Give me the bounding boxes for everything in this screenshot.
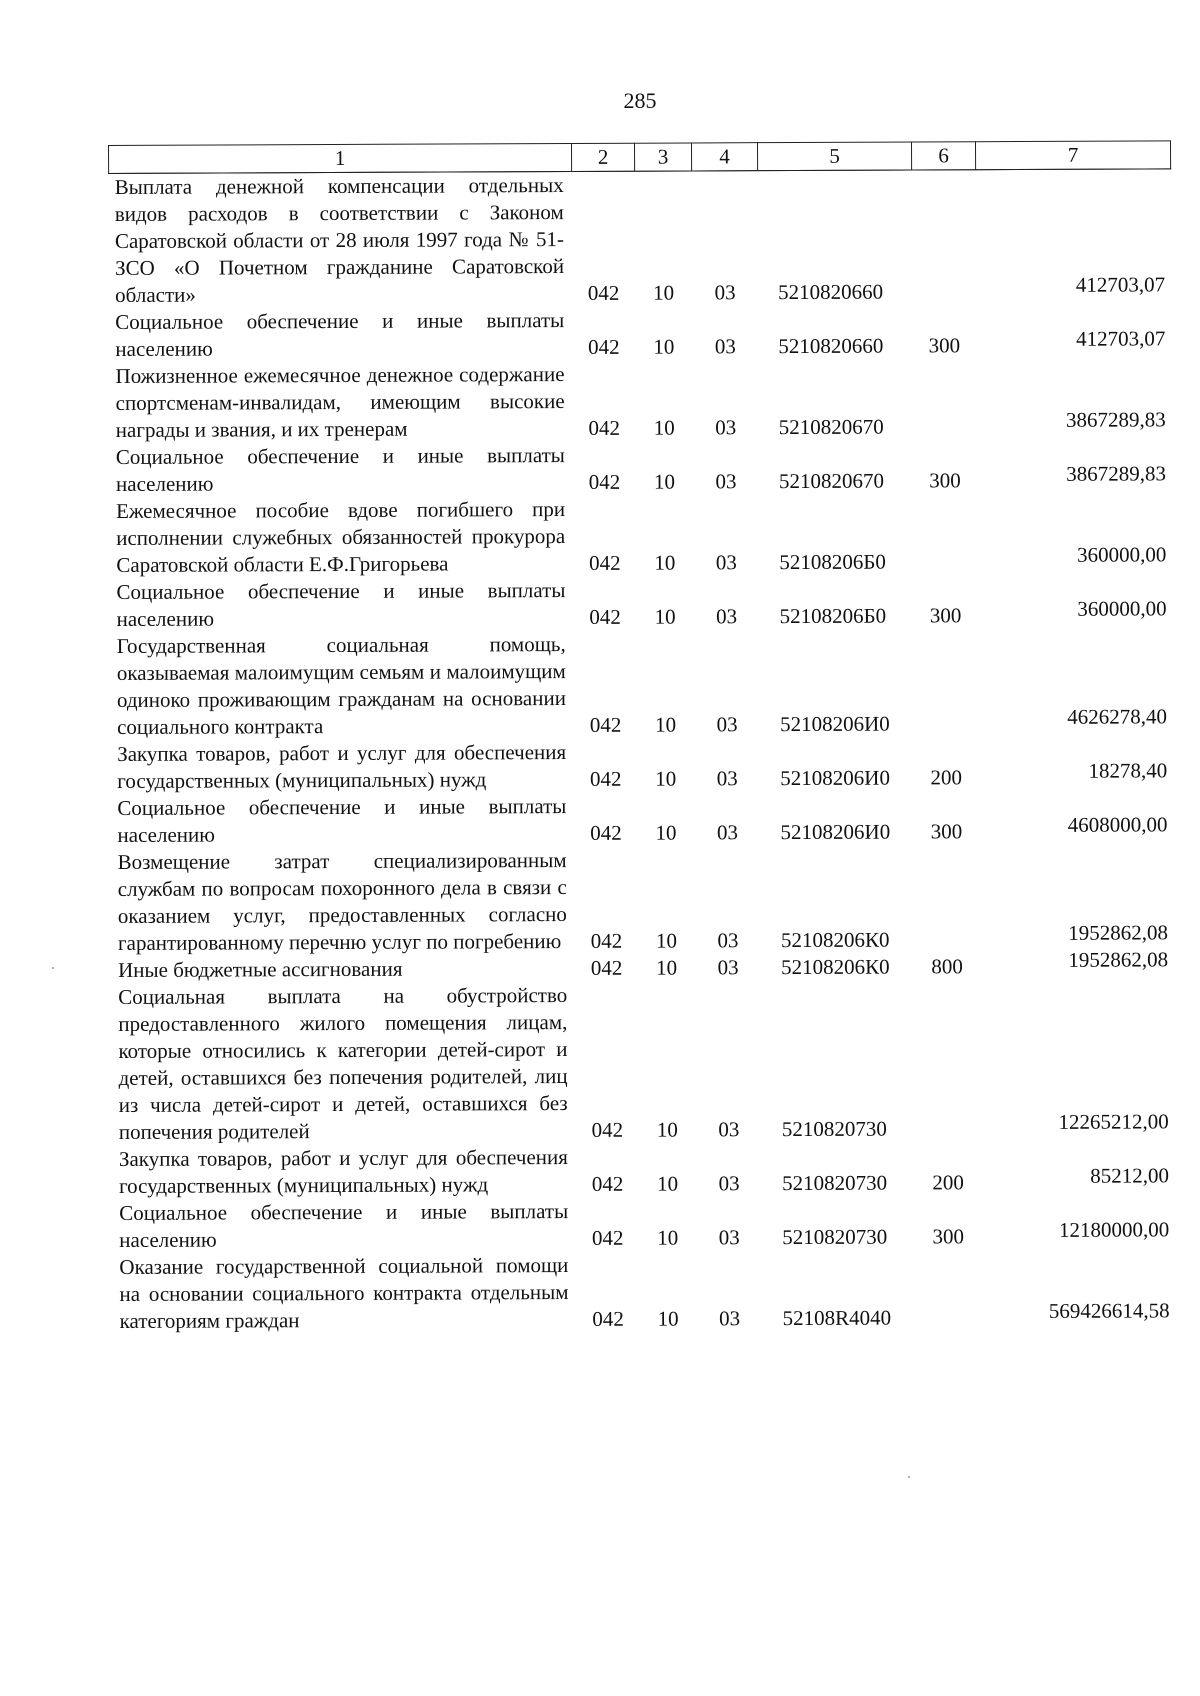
row-subsection-code: 03	[716, 820, 739, 845]
row-description: Оказание государственной социальной помощи на основании социального контракта отдельным категориям граждан	[119, 1253, 569, 1333]
row-amount	[980, 1249, 1175, 1331]
row-section-code: 10	[656, 1171, 679, 1196]
scan-speck	[908, 1476, 910, 1478]
table-row	[110, 493, 1172, 579]
row-expense-type	[913, 494, 977, 575]
table-row	[112, 979, 1175, 1146]
row-expense-type	[912, 359, 976, 440]
row-section-code: 10	[653, 334, 675, 359]
row-ministry-code: 042	[589, 550, 621, 575]
row-amount	[978, 736, 1173, 791]
row-subsection-code: 03	[716, 604, 738, 629]
row-description: Ежемесячное пособие вдове погибшего при исполнении служебных обязанностей прокурора Саратовской области Е.Ф.Григорьева	[116, 497, 566, 577]
header-cell-6: 6	[911, 142, 975, 170]
table-row	[113, 1195, 1175, 1254]
row-subsection-code: 03	[714, 280, 736, 305]
row-ministry-code: 042	[591, 1171, 624, 1196]
row-ministry-code: 042	[592, 1306, 624, 1331]
row-section-code: 10	[654, 712, 677, 737]
row-description: Социальное обеспечение и иные выплаты населению	[115, 443, 565, 496]
row-expense-type: 200	[932, 1170, 964, 1195]
table-row	[113, 1141, 1175, 1200]
row-target-article: 52108206Б0	[779, 603, 887, 629]
row-target-article: 52108206И0	[780, 819, 891, 845]
table-row	[111, 736, 1173, 795]
row-amount	[979, 844, 1174, 953]
header-cell-5: 5	[757, 142, 911, 171]
table-row	[111, 628, 1173, 741]
row-ministry-code: 042	[590, 955, 623, 980]
row-subsection-code: 03	[719, 1306, 741, 1331]
row-description: Закупка товаров, работ и услуг для обеспечения государственных (муниципальных) нужд	[118, 1145, 568, 1198]
row-subsection-code: 03	[717, 955, 739, 980]
row-subsection-code: 03	[716, 712, 738, 737]
row-expense-type: 300	[930, 819, 963, 844]
row-amount-value: 569426614,58	[1048, 1298, 1170, 1323]
row-target-article: 5210820670	[778, 468, 885, 494]
row-target-article: 5210820670	[778, 414, 884, 440]
row-expense-type: 300	[928, 333, 961, 358]
row-section-code: 10	[657, 1225, 679, 1250]
row-expense-type	[916, 1250, 980, 1331]
row-section-code: 10	[653, 469, 676, 494]
page-number: 285	[623, 88, 657, 113]
table-row	[112, 844, 1174, 957]
table-body	[109, 169, 1176, 1335]
row-target-article: 52108206И0	[780, 765, 890, 791]
row-subsection-code: 03	[718, 1117, 740, 1142]
row-amount-value: 4626278,40	[1067, 704, 1168, 729]
scan-speck	[52, 967, 54, 969]
row-ministry-code: 042	[589, 766, 622, 791]
row-target-article: 52108206К0	[781, 954, 890, 980]
header-cell-3: 3	[634, 143, 691, 171]
row-amount-value: 3867289,83	[1066, 461, 1166, 486]
row-target-article: 5210820660	[778, 279, 884, 305]
row-target-article: 5210820730	[781, 1116, 887, 1142]
row-subsection-code: 03	[718, 1171, 740, 1196]
row-description: Иные бюджетные ассигнования	[118, 956, 403, 982]
row-section-code: 10	[656, 955, 678, 980]
row-amount	[980, 1141, 1175, 1196]
row-amount-value: 1952862,08	[1068, 947, 1169, 972]
row-section-code: 10	[656, 1117, 678, 1142]
row-amount	[976, 304, 1171, 359]
row-expense-type: 300	[929, 603, 962, 628]
row-amount-value: 412703,07	[1076, 326, 1166, 351]
row-description: Социальное обеспечение и иные выплаты населению	[117, 794, 567, 847]
row-amount	[976, 358, 1171, 440]
row-subsection-code: 03	[715, 415, 737, 440]
row-section-code: 10	[654, 604, 676, 629]
row-expense-type	[914, 629, 978, 737]
row-subsection-code: 03	[718, 1225, 740, 1250]
table-row	[110, 574, 1172, 633]
row-amount-value: 12265212,00	[1058, 1109, 1169, 1134]
row-ministry-code: 042	[588, 334, 620, 359]
row-target-article: 52108R4040	[782, 1305, 892, 1331]
row-description: Социальное обеспечение и иные выплаты населению	[119, 1199, 569, 1252]
row-target-article: 52108206И0	[779, 711, 890, 737]
row-amount-value: 85212,00	[1090, 1163, 1170, 1188]
row-ministry-code: 042	[590, 928, 623, 953]
table-row	[110, 439, 1172, 498]
header-cell-1: 1	[109, 143, 572, 173]
row-amount	[978, 628, 1173, 737]
row-section-code: 10	[654, 550, 676, 575]
row-ministry-code: 042	[589, 604, 621, 629]
row-amount-value: 3867289,83	[1065, 407, 1166, 432]
row-amount	[978, 790, 1173, 845]
row-expense-type	[915, 845, 979, 953]
row-amount	[977, 493, 1172, 575]
row-amount-value: 18278,40	[1088, 758, 1168, 783]
row-ministry-code: 042	[590, 820, 622, 845]
row-ministry-code: 042	[589, 712, 622, 737]
row-target-article: 52108206Б0	[779, 549, 886, 575]
row-section-code: 10	[655, 820, 677, 845]
row-expense-type: 300	[932, 1224, 965, 1249]
row-description: Социальное обеспечение и иные выплаты населению	[116, 578, 566, 631]
table-row	[113, 1249, 1175, 1335]
row-description: Социальное обеспечение и иные выплаты населению	[115, 308, 565, 361]
row-ministry-code: 042	[588, 469, 621, 494]
row-target-article: 5210820730	[781, 1170, 888, 1196]
row-ministry-code: 042	[588, 415, 621, 440]
row-amount	[977, 439, 1172, 494]
row-section-code: 10	[655, 928, 678, 953]
row-amount	[979, 979, 1175, 1142]
row-target-article: 5210820660	[778, 333, 884, 359]
row-section-code: 10	[657, 1306, 679, 1331]
row-description: Возмещение затрат специализированным службам по вопросам похоронного дела в связи с оказанием услуг, предоставленных согласно гарантированному перечню услуг по погребению	[117, 848, 567, 955]
row-amount-value: 360000,00	[1077, 596, 1167, 621]
row-amount-value: 360000,00	[1076, 542, 1167, 567]
row-expense-type: 300	[929, 468, 961, 493]
row-amount-value: 1952862,08	[1068, 920, 1168, 945]
row-target-article: 52108206К0	[780, 927, 890, 953]
table-row	[109, 358, 1171, 444]
row-amount	[976, 169, 1172, 305]
row-subsection-code: 03	[714, 334, 736, 359]
row-subsection-code: 03	[715, 550, 737, 575]
row-amount	[980, 1195, 1175, 1250]
row-description: Социальная выплата на обустройство предоставленного жилого помещения лицам, которые относились к категории детей-сирот и детей, оставшихся без попечения родителей, лиц из числа детей-сирот и детей, оставшихся без попечения родителей	[118, 983, 568, 1144]
row-amount	[979, 947, 1174, 980]
row-amount-value: 412703,07	[1075, 272, 1166, 297]
row-target-article: 5210820730	[782, 1224, 888, 1250]
row-amount-value: 4608000,00	[1067, 812, 1168, 837]
row-amount-value: 12180000,00	[1058, 1217, 1170, 1242]
row-description: Выплата денежной компенсации отдельных видов расходов в соответствии с Законом Саратовской области от 28 июля 1997 года № 51-ЗСО «О Почетном гражданине Саратовской области»	[114, 173, 565, 307]
row-expense-type	[915, 980, 980, 1142]
row-subsection-code: 03	[717, 928, 739, 953]
row-section-code: 10	[655, 766, 677, 791]
row-description: Закупка товаров, работ и услуг для обеспечения государственных (муниципальных) нужд	[117, 740, 567, 793]
table-row	[111, 790, 1173, 849]
header-cell-4: 4	[691, 143, 757, 171]
row-subsection-code: 03	[715, 469, 737, 494]
header-cell-2: 2	[571, 143, 634, 171]
row-ministry-code: 042	[591, 1117, 624, 1142]
budget-table	[108, 140, 1176, 1335]
row-ministry-code: 042	[591, 1225, 624, 1250]
row-expense-type: 200	[930, 765, 963, 790]
table-row	[109, 304, 1171, 363]
row-description: Государственная социальная помощь, оказываемая малоимущим семьям и малоимущим одиноко проживающим гражданам на основании социального контракта	[116, 632, 566, 739]
row-section-code: 10	[653, 280, 675, 305]
row-section-code: 10	[653, 415, 675, 440]
row-subsection-code: 03	[716, 766, 738, 791]
row-amount	[977, 574, 1172, 629]
header-cell-7: 7	[975, 141, 1170, 170]
row-expense-type	[912, 170, 977, 306]
row-expense-type: 800	[931, 954, 963, 979]
row-description: Пожизненное ежемесячное денежное содержание спортсменам-инвалидам, имеющим высокие награды и звания, и их тренерам	[115, 362, 565, 442]
row-ministry-code: 042	[587, 280, 620, 305]
table-row	[109, 169, 1172, 309]
